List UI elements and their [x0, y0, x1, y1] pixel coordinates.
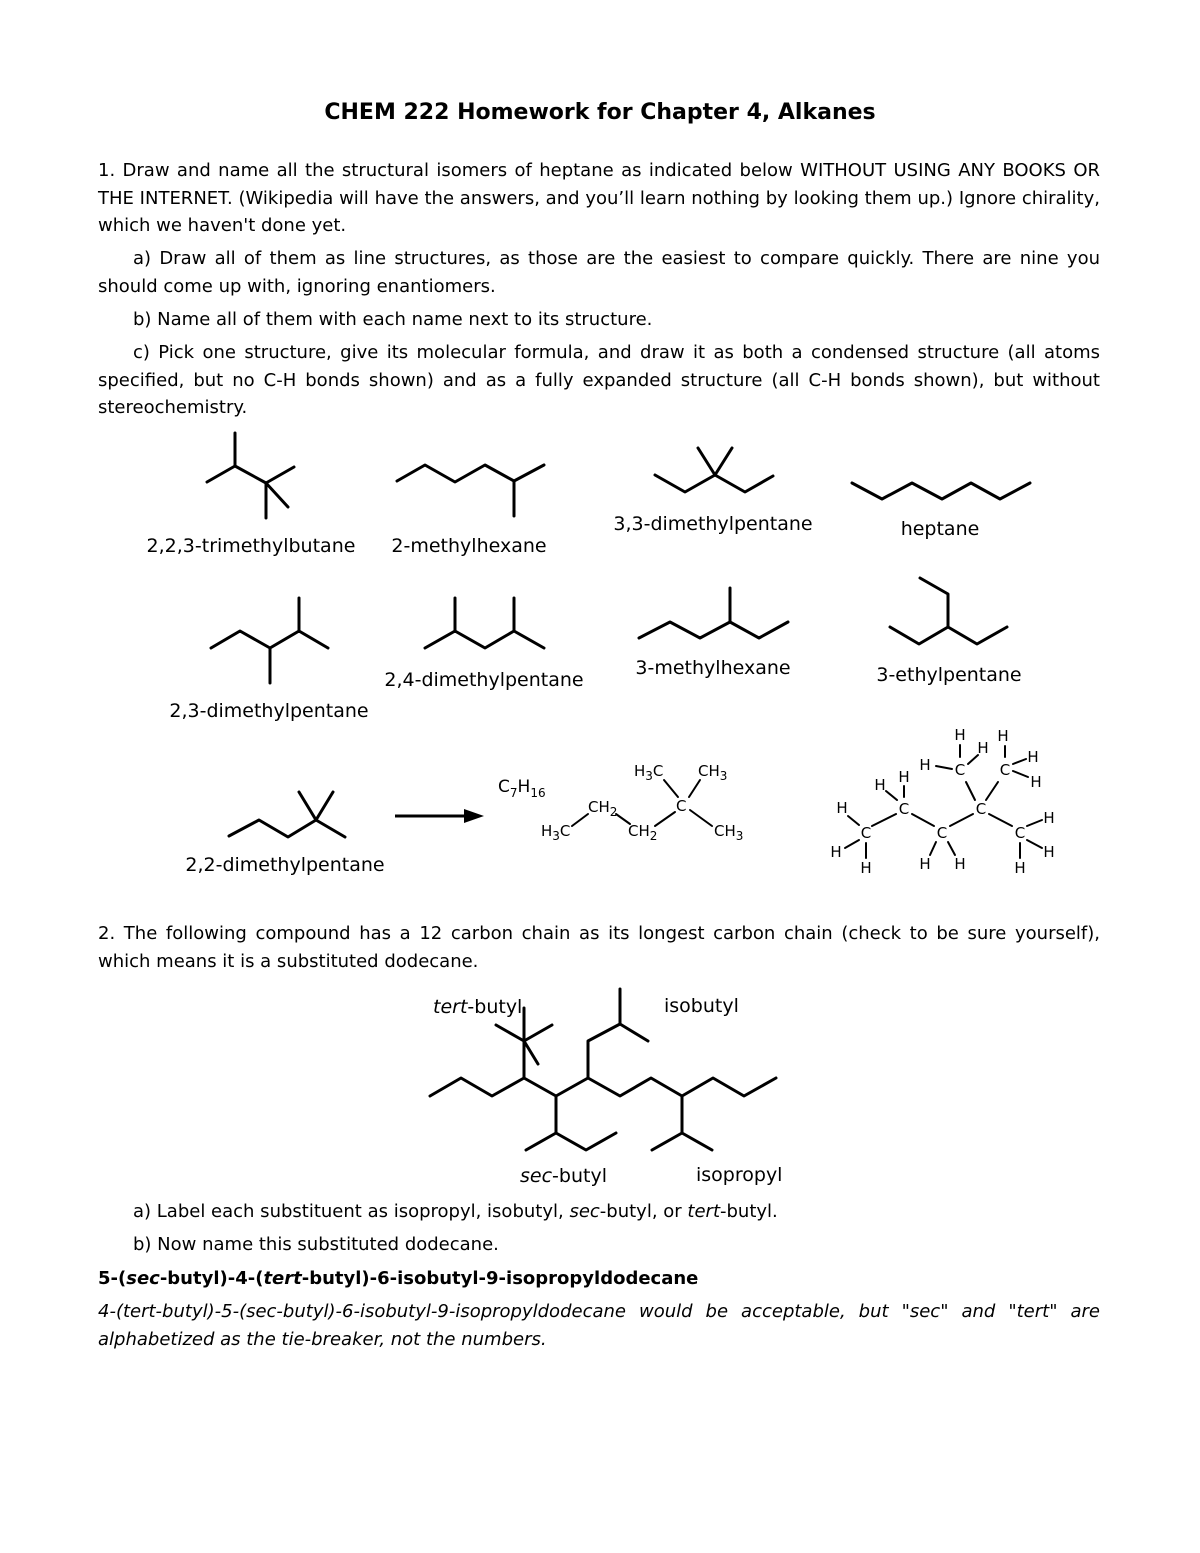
expanded-hydrogen: H [1043, 843, 1055, 861]
structure-223-trimethylbutane [207, 433, 294, 518]
expanded-hydrogen: H [836, 799, 848, 817]
expanded-bond [966, 782, 975, 800]
q1-part-c: c) Pick one structure, give its molecular formula, and draw it as both a condensed structure (all atoms specified, but no C-H bonds shown) and as a fully expanded structure (all C-H bonds shown), but without stereochemistry. [98, 342, 1100, 418]
expanded-hydrogen: H [874, 776, 886, 794]
structure-2-methylhexane [397, 465, 544, 516]
name-heptane: heptane [900, 518, 980, 540]
structure-33-dimethylpentane [655, 448, 773, 492]
structure-heptane [852, 483, 1030, 499]
svg-text:CH3: $CH_3$ [714, 822, 744, 843]
expanded-bond [845, 840, 859, 848]
svg-text:CH2: $CH_2$ [628, 822, 658, 843]
expanded-carbon: C [898, 800, 910, 818]
svg-text:H3C: $H_3C$ [634, 762, 664, 783]
structure-23-dimethylpentane [211, 598, 328, 683]
expanded-hydrogen: H [1014, 859, 1026, 877]
page-title: CHEM 222 Homework for Chapter 4, Alkanes [324, 100, 876, 125]
answer-note: 4-(tert-butyl)-5-(sec-butyl)-6-isobutyl-9-isopropyldodecane would be acceptable, but "sec" and "tert" are alphabetized as the tie-breaker, not the numbers. [98, 1301, 1100, 1350]
molecular-formula: $C_7H_{16}$ [498, 777, 546, 800]
expanded-bond [936, 766, 952, 769]
name-2-methylhexane: 2-methylhexane [391, 535, 547, 557]
arrow-icon [395, 809, 484, 823]
expanded-bond [1027, 820, 1042, 826]
svg-text:H3C: $H_3C$ [541, 822, 571, 843]
structure-3-methylhexane [639, 588, 788, 638]
expanded-structure [830, 726, 1054, 877]
expanded-hydrogen: H [954, 726, 966, 744]
svg-text:CH2: $CH_2$ [588, 798, 618, 819]
label-sec-butyl: sec-butyl [520, 1165, 607, 1187]
label-tert-butyl: tert-butyl [433, 996, 523, 1018]
expanded-bond [886, 791, 897, 800]
structure-24-dimethylpentane [425, 598, 544, 648]
expanded-carbon: C [975, 800, 987, 818]
name-3-methylhexane: 3-methylhexane [635, 657, 791, 679]
label-isobutyl: isobutyl [664, 995, 739, 1017]
expanded-hydrogen: H [1043, 809, 1055, 827]
expanded-bond [930, 842, 936, 855]
q1-intro: 1. Draw and name all the structural isomers of heptane as indicated below WITHOUT USING ANY BOOKS OR THE INTERNET. (Wikipedia will have the answers, and you’ll learn nothing by looking them up.) Ignore chirality, which we haven't done yet. [98, 160, 1100, 236]
expanded-hydrogen: H [919, 855, 931, 873]
expanded-carbon: C [860, 824, 872, 842]
q2-part-b: b) Now name this substituted dodecane. [133, 1234, 499, 1255]
name-24-dimethylpentane: 2,4-dimethylpentane [384, 669, 584, 691]
q1-part-a: a) Draw all of them as line structures, as those are the easiest to compare quickly. There are nine you should come up with, ignoring enantiomers. [98, 248, 1100, 297]
expanded-carbon: C [1014, 824, 1026, 842]
expanded-bond [950, 814, 973, 826]
expanded-hydrogen: H [898, 768, 910, 786]
expanded-hydrogen: H [997, 727, 1009, 745]
structure-3-ethylpentane [890, 578, 1007, 644]
condensed-structure [541, 762, 743, 843]
expanded-bond [912, 814, 934, 826]
expanded-carbon: C [999, 761, 1011, 779]
expanded-bond [948, 842, 955, 855]
expanded-carbon: C [936, 824, 948, 842]
svg-text:CH3: $CH_3$ [698, 762, 728, 783]
expanded-bond [989, 814, 1012, 826]
name-223-trimethylbutane: 2,2,3-trimethylbutane [146, 535, 356, 557]
expanded-bond [1013, 771, 1028, 777]
expanded-bond [848, 816, 859, 825]
expanded-hydrogen: H [919, 756, 931, 774]
label-isopropyl: isopropyl [696, 1164, 783, 1186]
answer-name: 5-(sec-butyl)-4-(tert-butyl)-6-isobutyl-9-isopropyldodecane [98, 1268, 699, 1289]
expanded-bond [872, 814, 896, 826]
q1-part-b: b) Name all of them with each name next to its structure. [133, 309, 653, 330]
expanded-hydrogen: H [1027, 748, 1039, 766]
expanded-bond [1013, 759, 1026, 764]
expanded-bond [986, 782, 998, 800]
expanded-hydrogen: H [954, 855, 966, 873]
svg-text:C: C [676, 797, 687, 815]
q2-intro: 2. The following compound has a 12 carbon chain as its longest carbon chain (check to be sure yourself), which means it is a substituted dodecane. [98, 923, 1100, 972]
expanded-hydrogen: H [977, 739, 989, 757]
expanded-hydrogen: H [860, 859, 872, 877]
expanded-bond [1027, 840, 1042, 848]
name-22-dimethylpentane: 2,2-dimethylpentane [185, 854, 385, 876]
name-3-ethylpentane: 3-ethylpentane [876, 664, 1022, 686]
expanded-hydrogen: H [1030, 773, 1042, 791]
name-33-dimethylpentane: 3,3-dimethylpentane [613, 513, 813, 535]
expanded-carbon: C [954, 761, 966, 779]
q2-part-a: a) Label each substituent as isopropyl, isobutyl, sec-butyl, or tert-butyl. [133, 1201, 778, 1222]
name-23-dimethylpentane: 2,3-dimethylpentane [169, 700, 369, 722]
expanded-hydrogen: H [830, 843, 842, 861]
structure-22-dimethylpentane [229, 792, 345, 837]
